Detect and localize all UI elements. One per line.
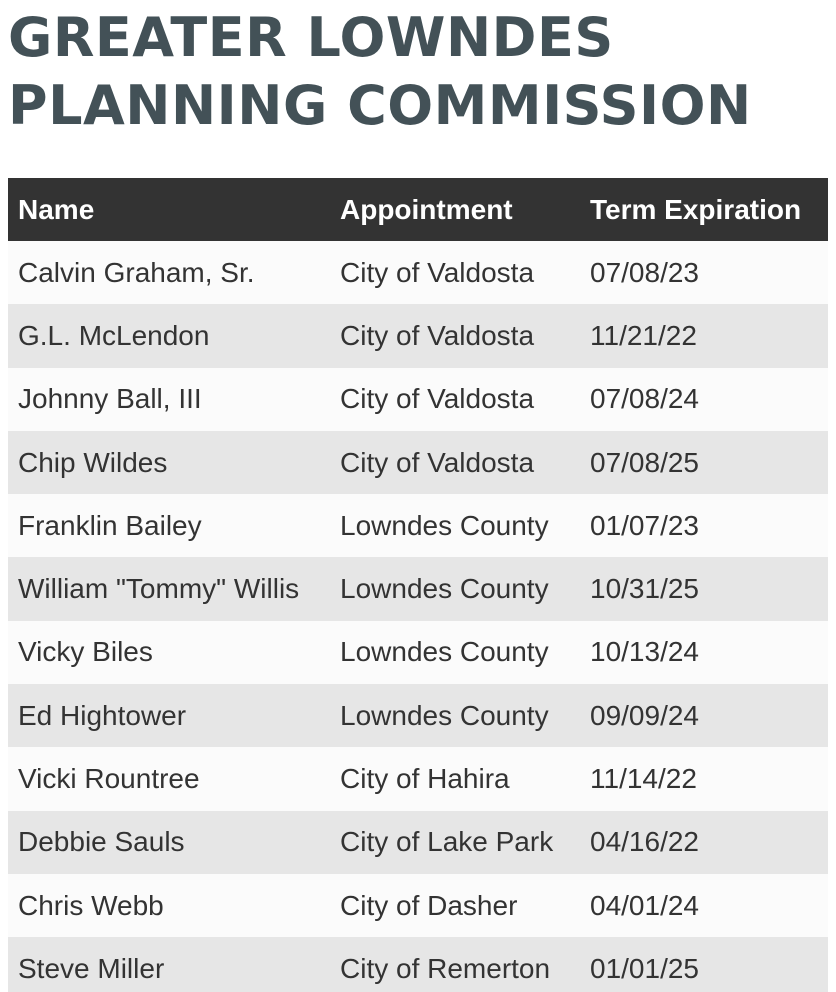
column-header-appointment: Appointment bbox=[330, 178, 580, 241]
page-title-line-1: GREATER LOWNDES bbox=[8, 6, 614, 69]
cell-term-expiration: 07/08/24 bbox=[580, 368, 828, 431]
cell-term-expiration: 10/31/25 bbox=[580, 557, 828, 620]
page-title bbox=[8, 4, 828, 140]
table-row bbox=[8, 494, 828, 557]
cell-appointment: City of Valdosta bbox=[330, 304, 580, 367]
cell-appointment: Lowndes County bbox=[330, 557, 580, 620]
cell-appointment: Lowndes County bbox=[330, 494, 580, 557]
cell-term-expiration: 07/08/23 bbox=[580, 241, 828, 304]
table-row bbox=[8, 241, 828, 304]
cell-term-expiration: 11/21/22 bbox=[580, 304, 828, 367]
cell-appointment: City of Valdosta bbox=[330, 431, 580, 494]
cell-name: Chris Webb bbox=[8, 874, 330, 937]
cell-name: Johnny Ball, III bbox=[8, 368, 330, 431]
cell-name: G.L. McLendon bbox=[8, 304, 330, 367]
table-row bbox=[8, 684, 828, 747]
cell-term-expiration: 01/07/23 bbox=[580, 494, 828, 557]
cell-term-expiration: 04/16/22 bbox=[580, 811, 828, 874]
cell-appointment: City of Remerton bbox=[330, 937, 580, 992]
cell-term-expiration: 09/09/24 bbox=[580, 684, 828, 747]
table-row bbox=[8, 811, 828, 874]
cell-term-expiration: 10/13/24 bbox=[580, 621, 828, 684]
cell-appointment: City of Hahira bbox=[330, 747, 580, 810]
members-table bbox=[8, 178, 828, 992]
cell-appointment: Lowndes County bbox=[330, 684, 580, 747]
cell-appointment: City of Valdosta bbox=[330, 241, 580, 304]
column-header-term-expiration: Term Expiration bbox=[580, 178, 828, 241]
cell-name: Steve Miller bbox=[8, 937, 330, 992]
cell-term-expiration: 04/01/24 bbox=[580, 874, 828, 937]
table-row bbox=[8, 747, 828, 810]
cell-name: Vicki Rountree bbox=[8, 747, 330, 810]
cell-appointment: City of Dasher bbox=[330, 874, 580, 937]
cell-name: Ed Hightower bbox=[8, 684, 330, 747]
cell-name: Franklin Bailey bbox=[8, 494, 330, 557]
table-header bbox=[8, 178, 828, 241]
table-row bbox=[8, 431, 828, 494]
cell-name: Calvin Graham, Sr. bbox=[8, 241, 330, 304]
cell-name: Chip Wildes bbox=[8, 431, 330, 494]
table-row bbox=[8, 937, 828, 992]
cell-term-expiration: 07/08/25 bbox=[580, 431, 828, 494]
cell-term-expiration: 01/01/25 bbox=[580, 937, 828, 992]
table-row bbox=[8, 874, 828, 937]
table-row bbox=[8, 557, 828, 620]
table-row bbox=[8, 368, 828, 431]
cell-appointment: City of Valdosta bbox=[330, 368, 580, 431]
cell-appointment: City of Lake Park bbox=[330, 811, 580, 874]
cell-name: William "Tommy" Willis bbox=[8, 557, 330, 620]
cell-appointment: Lowndes County bbox=[330, 621, 580, 684]
cell-name: Debbie Sauls bbox=[8, 811, 330, 874]
column-header-name: Name bbox=[8, 178, 330, 241]
table-body bbox=[8, 241, 828, 992]
table-row bbox=[8, 621, 828, 684]
cell-term-expiration: 11/14/22 bbox=[580, 747, 828, 810]
table-row bbox=[8, 304, 828, 367]
table-header-row bbox=[8, 178, 828, 241]
cell-name: Vicky Biles bbox=[8, 621, 330, 684]
page-title-line-2: PLANNING COMMISSION bbox=[8, 74, 752, 137]
